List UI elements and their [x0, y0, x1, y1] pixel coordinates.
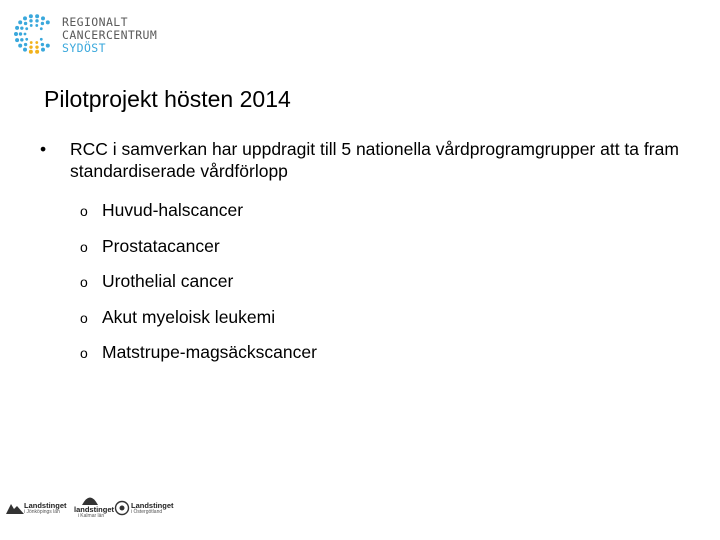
- footer-logo-sub: i Kalmar län: [77, 513, 105, 519]
- logo-line-3: SYDÖST: [62, 41, 106, 55]
- logo-dot: [20, 26, 23, 29]
- logo-dot: [30, 24, 33, 27]
- logo-dot: [24, 22, 27, 25]
- logo-dot: [35, 14, 39, 18]
- logo-dot: [46, 44, 50, 48]
- logo-dot: [35, 50, 39, 54]
- rcc-dot-ring-icon: [14, 12, 58, 56]
- logo-line-1: REGIONALT: [62, 15, 128, 29]
- logo-dot: [18, 20, 22, 24]
- logo-dot: [40, 27, 43, 30]
- logo-dot: [40, 38, 43, 41]
- logo-dot: [46, 20, 50, 24]
- logo-dot: [24, 33, 27, 36]
- logo-dot: [14, 32, 18, 36]
- logo-dot: [41, 22, 44, 25]
- logo-dot: [18, 44, 22, 48]
- logo-dot: [25, 38, 28, 41]
- sub-item-text: Huvud-halscancer: [102, 200, 244, 220]
- bullet-marker: •: [40, 139, 47, 159]
- logo-dot: [24, 43, 27, 46]
- logo-dot: [19, 32, 22, 35]
- slide-title: Pilotprojekt hösten 2014: [44, 86, 291, 112]
- footer-logo-name: Landstinget: [131, 501, 174, 510]
- footer-logo-sub: i Jönköpings län: [24, 509, 60, 515]
- sub-bullet-marker: o: [80, 238, 88, 255]
- logo-dot: [15, 26, 19, 30]
- footer-logo-sub: i Östergötland: [131, 509, 163, 515]
- footer-logo-name: Landstinget: [24, 501, 67, 510]
- logo-dot: [23, 48, 27, 52]
- logo-line-2: CANCERCENTRUM: [62, 28, 158, 42]
- logo-dot: [41, 43, 44, 46]
- bullet-text: RCC i samverkan har uppdragit till 5 nationella vårdprogramgrupper att ta fram standardiserade vårdförlopp: [70, 139, 679, 181]
- rcc-logo: [14, 12, 174, 62]
- sub-bullet-marker: o: [80, 345, 88, 361]
- sub-item-text: Akut myeloisk leukemi: [102, 306, 276, 327]
- logo-dot: [23, 16, 27, 20]
- sub-bullet-marker: o: [80, 274, 88, 290]
- logo-dot: [41, 48, 45, 52]
- sub-item-text: Matstrupe-magsäckscancer: [102, 342, 317, 362]
- jonkoping-logo-icon: [4, 500, 26, 516]
- logo-dot: [29, 50, 33, 54]
- logo-dot: [41, 16, 45, 20]
- sub-item-text: Urothelial cancer: [102, 271, 234, 291]
- sub-bullet-marker: o: [80, 309, 88, 326]
- ostergotland-logo-icon: [114, 500, 130, 516]
- logo-dot: [35, 41, 38, 44]
- rcc-logo-text: [62, 16, 157, 55]
- logo-dot: [20, 38, 23, 41]
- logo-dot: [29, 19, 32, 22]
- footer-logos: [4, 494, 184, 524]
- sub-item-text: Prostatacancer: [102, 235, 220, 256]
- logo-dot: [30, 41, 33, 44]
- logo-dot: [29, 14, 33, 18]
- logo-dot: [29, 45, 32, 48]
- logo-dot: [15, 38, 19, 42]
- logo-dot: [35, 19, 38, 22]
- footer-logo-name: landstinget: [74, 505, 115, 514]
- logo-dot: [35, 45, 38, 48]
- logo-dot: [25, 27, 28, 30]
- sub-bullet-marker: o: [80, 203, 88, 219]
- logo-dot: [35, 24, 38, 27]
